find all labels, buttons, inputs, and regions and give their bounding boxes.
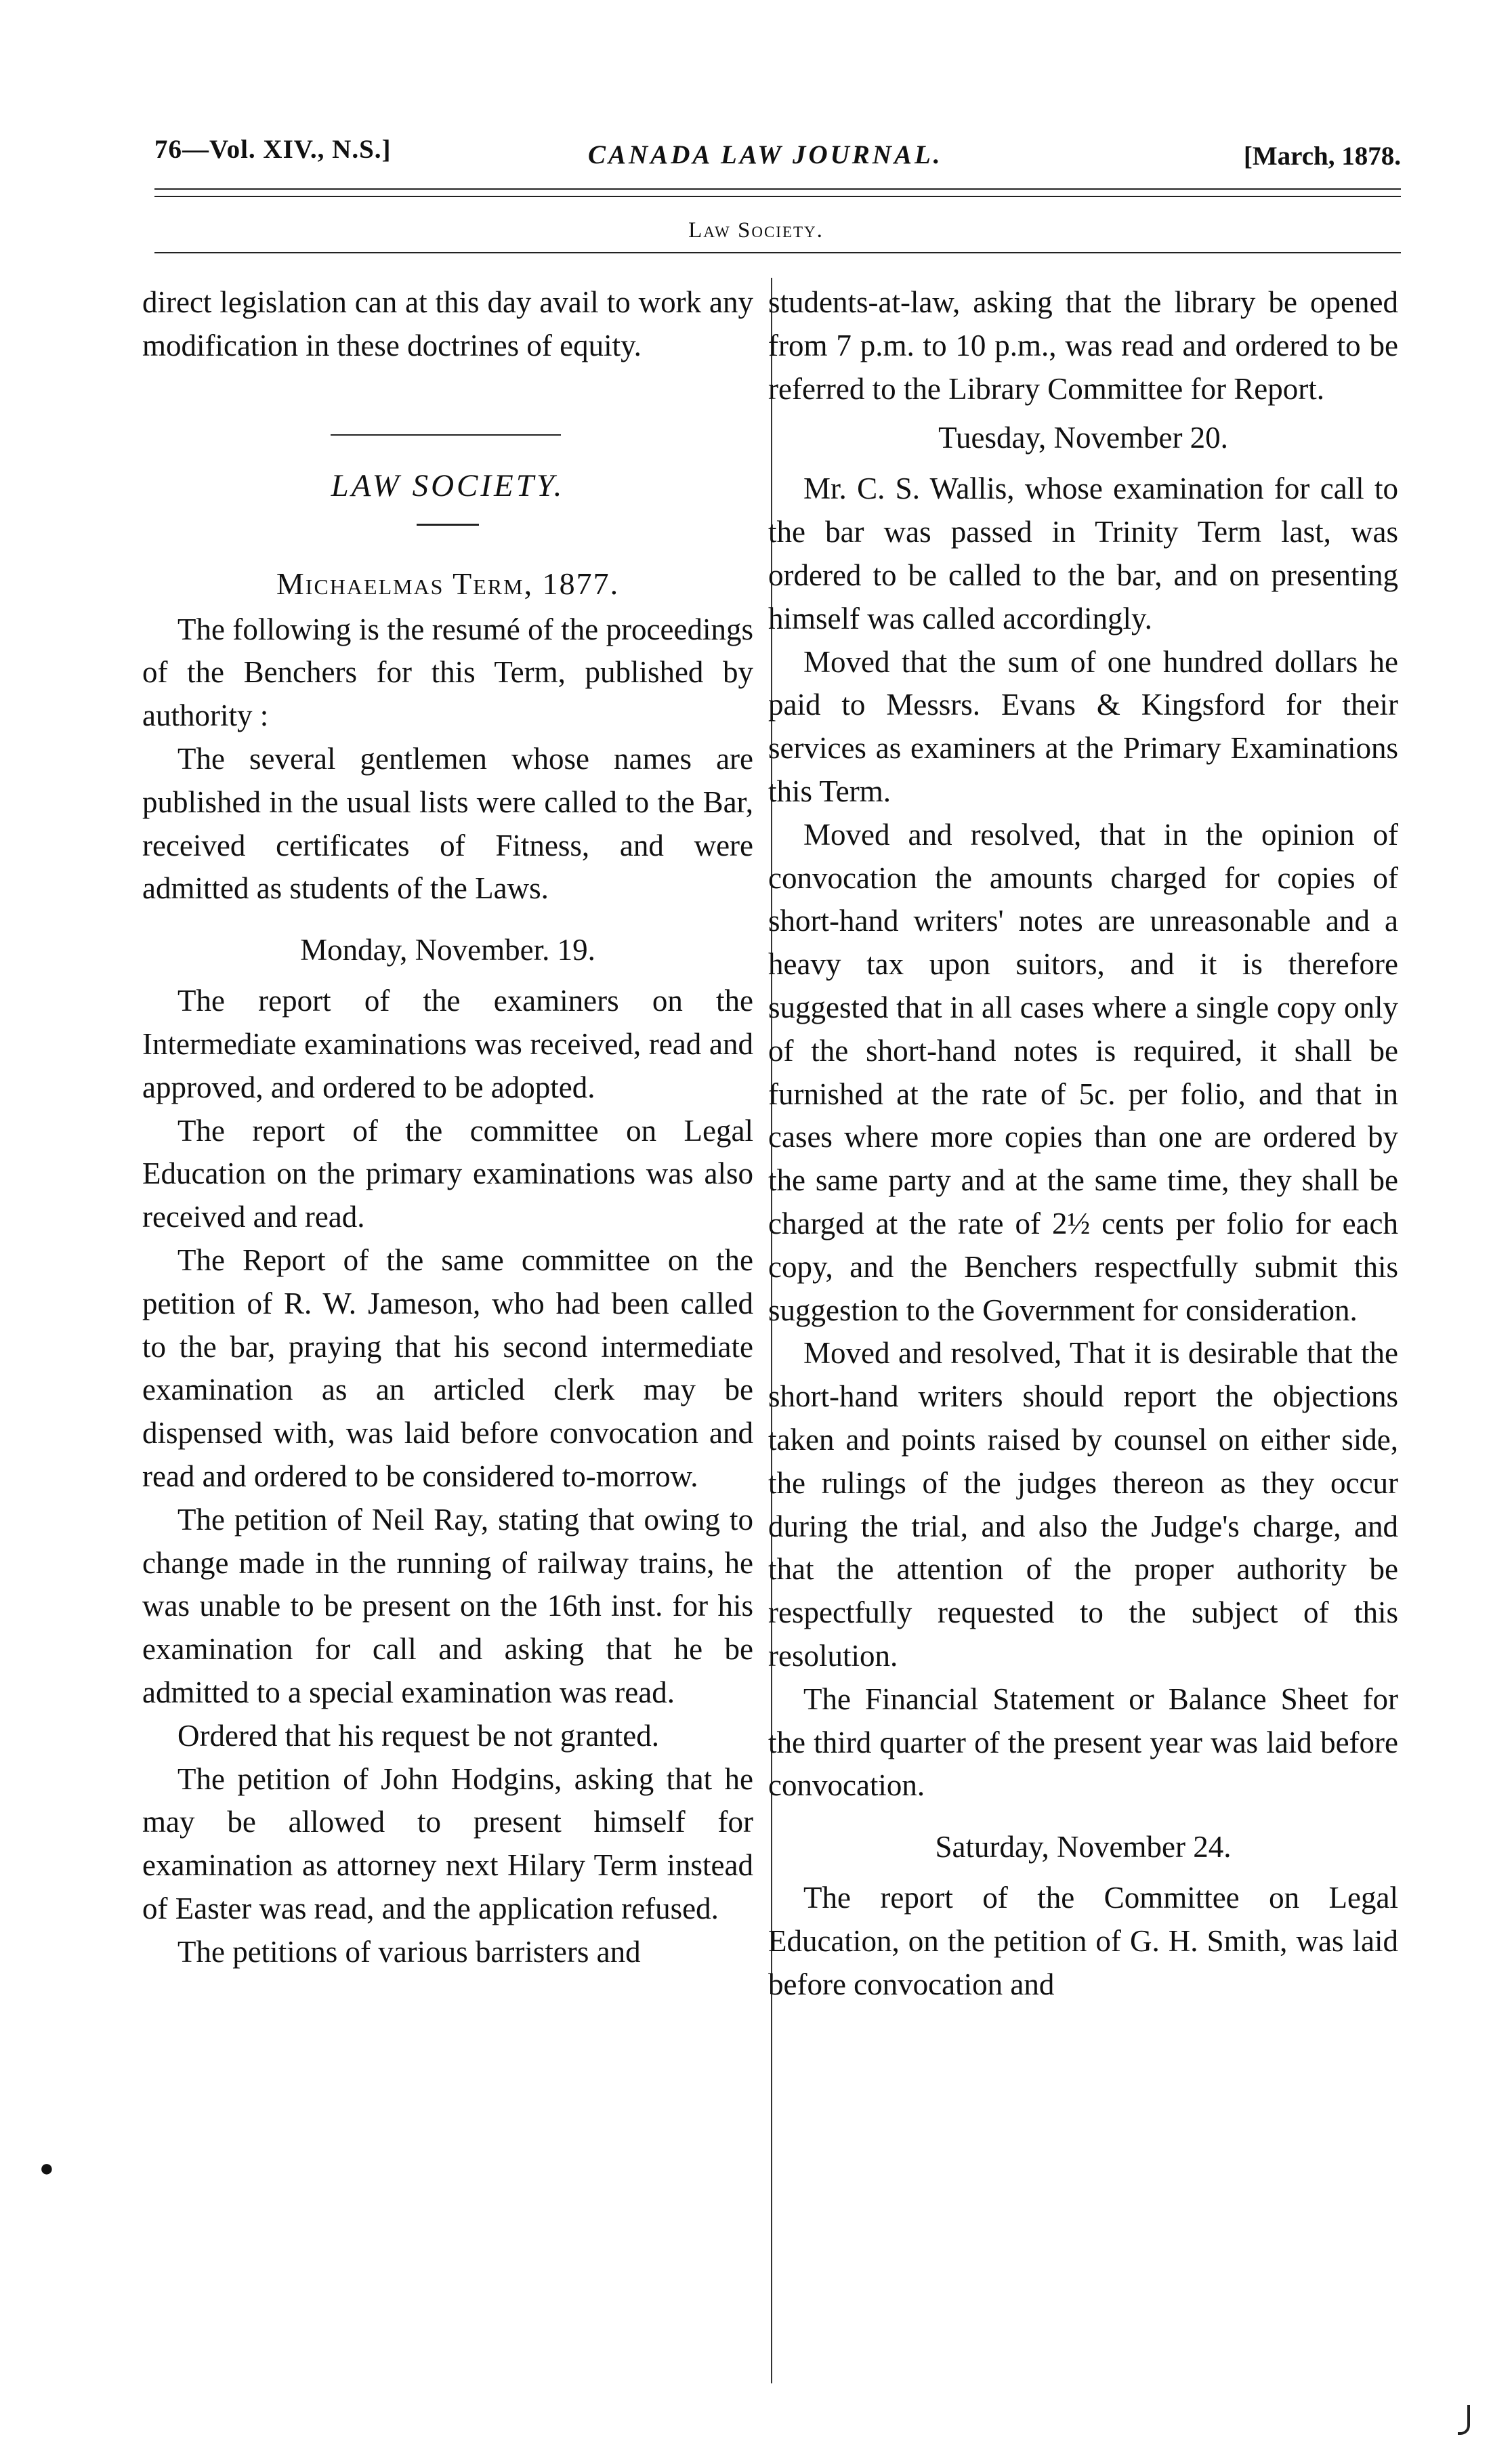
paragraph: The petition of John Hodgins, asking that he may be allowed to present himself for examination as attorney next Hilary Term instead of Easter was read, and the application refused.	[142, 1761, 753, 1925]
issue-date: [March, 1878.	[1243, 142, 1401, 171]
paragraph: The petition of Neil Ray, stating that owing to change made in the running of railway trains, he was unable to be present on the 16th inst. for his examination for call and asking that he be admitted to a special examination was read.	[142, 1502, 753, 1709]
paragraph: The report of the committee on Legal Education on the primary examinations was also received and read.	[142, 1113, 753, 1234]
paragraph: The report of the examiners on the Intermediate examinations was received, read and approved, and ordered to be adopted.	[142, 984, 753, 1104]
term-heading: Michaelmas Term, 1877.	[276, 566, 620, 601]
article-title: LAW SOCIETY.	[331, 467, 565, 503]
right-column	[768, 281, 1398, 2006]
date-heading: Saturday, November 24.	[935, 1830, 1232, 1864]
continued-paragraph: direct legislation can at this day avail to work any modification in these doctrines of equity.	[142, 285, 753, 362]
section-rule	[154, 252, 1401, 253]
margin-bullet-icon: ●	[39, 2154, 54, 2181]
article-separator	[142, 368, 753, 455]
header-double-rule	[154, 188, 1401, 197]
paragraph: The petitions of various barristers and	[177, 1934, 641, 1969]
date-heading: Tuesday, November 20.	[938, 421, 1228, 455]
paragraph: The Financial Statement or Balance Sheet for the third quarter of the present year was laid before convocation.	[768, 1682, 1398, 1803]
left-column	[142, 281, 753, 1974]
paragraph: Mr. C. S. Wallis, whose examination for call to the bar was passed in Trinity Term last, was ordered to be called to the bar, and on presenting himself was called accordingly.	[768, 472, 1398, 635]
paragraph: Ordered that his request be not granted.	[177, 1718, 660, 1753]
paragraph: The following is the resumé of the proceedings of the Benchers for this Term, published by authority :	[142, 612, 753, 733]
paragraph: Moved and resolved, that in the opinion of convocation the amounts charged for copies of short-hand writers' notes are unreasonable and a heavy tax upon suitors, and it is therefore suggested that in all cases where a single copy only of the short-hand notes is required, it shall be furnished at the rate of 5c. per folio, and that in cases where more copies than one are ordered by the same party and at the same time, they shall be charged at the rate of 2½ cents per folio for each copy, and the Benchers respectfully submit this suggestion to the Government for consideration.	[768, 817, 1398, 1327]
date-heading: Monday, November. 19.	[300, 933, 595, 967]
running-header	[154, 134, 1401, 182]
page-corner-mark	[1458, 2405, 1470, 2435]
paragraph: Moved and resolved, That it is desirable that the short-hand writers should report the objections taken and points raised by counsel on either side, the rulings of the judges thereon as they occur during the trial, and also the Judge's charge, and that the attention of the proper authority be respectfully requested to the subject of this resolution.	[768, 1336, 1398, 1673]
paragraph: The Report of the same committee on the petition of R. W. Jameson, who had been called to the bar, praying that his second intermediate examination as an articled clerk may be dispensed with, was laid before convocation and read and ordered to be considered to-morrow.	[142, 1243, 753, 1493]
section-header: Law Society.	[688, 218, 824, 243]
journal-title: CANADA LAW JOURNAL.	[588, 140, 943, 169]
title-rule	[417, 524, 479, 526]
continued-paragraph: students-at-law, asking that the library be opened from 7 p.m. to 10 p.m., was read and ordered to be referred to the Library Committee for Report.	[768, 285, 1398, 406]
paragraph: The report of the Committee on Legal Education, on the petition of G. H. Smith, was laid before convocation and	[768, 1881, 1398, 2001]
paragraph: The several gentlemen whose names are published in the usual lists were called to the Bar, received certificates of Fitness, and were admitted as students of the Laws.	[142, 741, 753, 906]
volume-label: 76—Vol. XIV., N.S.]	[154, 135, 392, 164]
paragraph: Moved that the sum of one hundred dollars he paid to Messrs. Evans & Kingsford for their services as examiners at the Primary Examinations this Term.	[768, 644, 1398, 808]
